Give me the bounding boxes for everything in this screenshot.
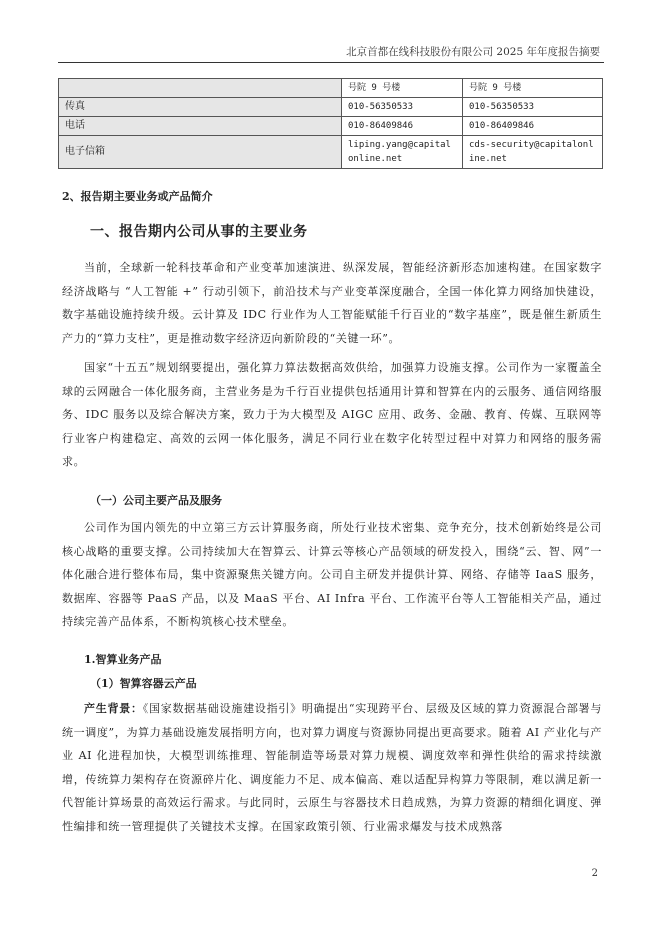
- address-label-cell: [59, 79, 342, 98]
- phone-label: 电话: [59, 117, 342, 136]
- paragraph-background: [62, 697, 602, 839]
- fax-label: 传真: [59, 98, 342, 117]
- paragraph-industry-context: 当前，全球新一轮科技革命和产业变革加速演进、纵深发展，智能经济新形态加速构建。在国家数字经济战略与 “人工智能 +” 行动引领下，前沿技术与产业变革深度融合，全国一体化算力网络加快建设，数字基础设施持续升级。云计算及 IDC 行业作为人工智能赋能千行百业的“数字基座”，既是催生新质生产力的“算力支柱”，更是推动数字经济迈向新阶段的“关键一环”。: [62, 261, 602, 345]
- subsection-ai-container-cloud: （1）智算容器云产品: [90, 677, 197, 690]
- main-business-heading: 一、报告期内公司从事的主要业务: [90, 224, 308, 240]
- email-label: 电子信箱: [59, 136, 342, 169]
- phone-value-2: 010-86409846: [463, 117, 603, 136]
- address-value-1: 号院 9 号楼: [342, 79, 463, 98]
- subsection-main-products: （一）公司主要产品及服务: [90, 494, 222, 507]
- background-body: 《国家数据基础设施建设指引》明确提出“实现跨平台、层级及区域的算力资源混合部署与统一调度”，为算力基础设施发展指明方向，也对算力调度与资源协同提出更高要求。随着 AI 产业化与产业 AI 化进程加快，大模型训练推理、智能制造等场景对算力规模、调度效率和弹性供给的需求持续激增，传统算力架构存在资源碎片化、调度能力不足、成本偏高、难以适配异构算力等限制，难以满足新一代智能计算场景的高效运行需求。与此同时，云原生与容器技术日趋成熟，为算力资源的精细化调度、弹性编排和统一管理提供了关键技术支撑。在国家政策引领、行业需求爆发与技术成熟落: [62, 702, 602, 833]
- email-value-2[interactable]: cds-security@capitalonline.net: [463, 136, 603, 169]
- header-divider: [58, 62, 604, 63]
- email-value-1[interactable]: liping.yang@capitalonline.net: [342, 136, 463, 169]
- background-lead-label: 产生背景：: [84, 702, 143, 715]
- paragraph-products-overview: 公司作为国内领先的中立第三方云计算服务商，所处行业技术密集、竞争充分，技术创新始终是公司核心战略的重要支撑。公司持续加大在智算云、计算云等核心产品领域的研发投入，围绕“云、智、网”一体化融合进行整体布局，集中资源聚焦关键方向。公司自主研发并提供计算、网络、存储等 IaaS 服务，数据库、容器等 PaaS 产品，以及 MaaS 平台、AI Infra 平台、工作流平台等人工智能相关产品，通过持续完善产品体系，不断构筑核心技术壁垒。: [62, 521, 602, 629]
- contact-info-table: [58, 78, 603, 169]
- table-row: [59, 98, 603, 117]
- address-value-2: 号院 9 号楼: [463, 79, 603, 98]
- fax-value-2: 010-56350533: [463, 98, 603, 117]
- section-2-title: 2、报告期主要业务或产品简介: [62, 190, 213, 203]
- phone-value-1: 010-86409846: [342, 117, 463, 136]
- table-row: [59, 79, 603, 98]
- report-header-title: 北京首都在线科技股份有限公司 2025 年年度报告摘要: [346, 46, 600, 58]
- paragraph-company-business: 国家“十五五”规划纲要提出，强化算力算法数据高效供给，加强算力设施支撑。公司作为一家覆盖全球的云网融合一体化服务商，主营业务是为千行百业提供包括通用计算和智算在内的云服务、通信网络服务、IDC 服务以及综合解决方案，致力于为大模型及 AIGC 应用、政务、金融、教育、传媒、互联网等行业客户构建稳定、高效的云网一体化服务，满足不同行业在数字化转型过程中对算力和网络的服务需求。: [62, 361, 602, 469]
- table-row: [59, 136, 603, 169]
- subsection-ai-compute-products: 1.智算业务产品: [84, 653, 162, 666]
- page-number: 2: [591, 868, 598, 879]
- fax-value-1: 010-56350533: [342, 98, 463, 117]
- table-row: [59, 117, 603, 136]
